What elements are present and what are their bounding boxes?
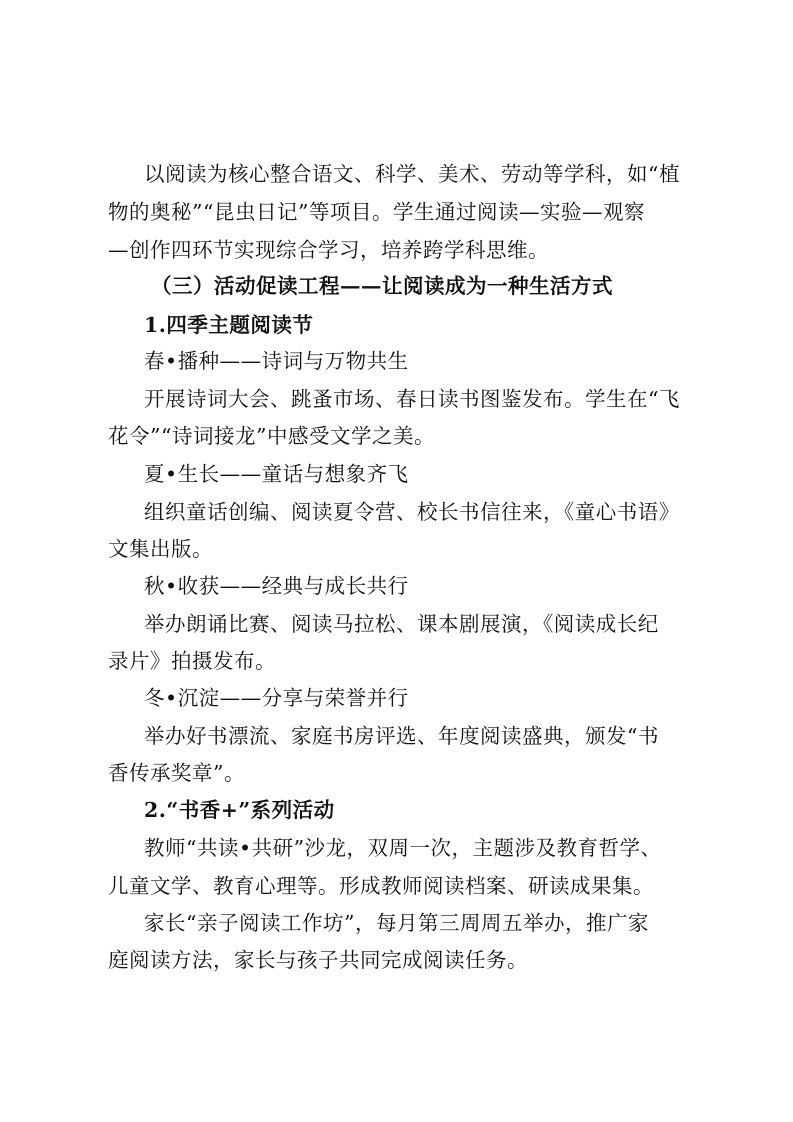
paragraph-line: 以阅读为核心整合语文、科学、美术、劳动等学科，如“植 <box>144 162 680 186</box>
section-heading: （三）活动促读工程——让阅读成为一种生活方式 <box>151 274 613 298</box>
paragraph-line: 教师“共读•共研”沙龙，双周一次，主题涉及教育哲学、 <box>144 836 662 860</box>
season-heading: 夏•生长——童话与想象齐飞 <box>144 462 409 486</box>
paragraph-line: 举办好书漂流、家庭书房评选、年度阅读盛典，颁发“书 <box>144 724 659 748</box>
paragraph-line: 儿童文学、教育心理等。形成教师阅读档案、研读成果集。 <box>108 874 654 898</box>
paragraph-line: 文集出版。 <box>108 537 213 561</box>
paragraph-line: 家长“亲子阅读工作坊”，每月第三周周五举办，推广家 <box>144 911 649 935</box>
paragraph-line: 组织童话创编、阅读夏令营、校长书信往来，《童心书语》 <box>144 500 680 524</box>
subsection-heading: 1.四季主题阅读节 <box>144 313 314 337</box>
paragraph-line: 物的奥秘”“昆虫日记”等项目。学生通过阅读—实验—观察 <box>108 200 645 224</box>
season-heading: 秋•收获——经典与成长共行 <box>144 574 409 598</box>
paragraph-line: 开展诗词大会、跳蚤市场、春日读书图鉴发布。学生在“飞 <box>144 387 680 411</box>
season-heading: 春•播种——诗词与万物共生 <box>144 349 409 373</box>
paragraph-line: 举办朗诵比赛、阅读马拉松、课本剧展演，《阅读成长纪 <box>144 612 659 636</box>
paragraph-line: 录片》拍摄发布。 <box>108 649 276 673</box>
subsection-heading: 2.“书香+”系列活动 <box>144 798 335 822</box>
season-heading: 冬•沉淀——分享与荣誉并行 <box>144 686 409 710</box>
paragraph-line: —创作四环节实现综合学习，培养跨学科思维。 <box>108 238 549 262</box>
paragraph-line: 香传承奖章”。 <box>108 761 245 785</box>
paragraph-line: 庭阅读方法，家长与孩子共同完成阅读任务。 <box>108 948 528 972</box>
paragraph-line: 花令”“诗词接龙”中感受文学之美。 <box>108 424 435 448</box>
